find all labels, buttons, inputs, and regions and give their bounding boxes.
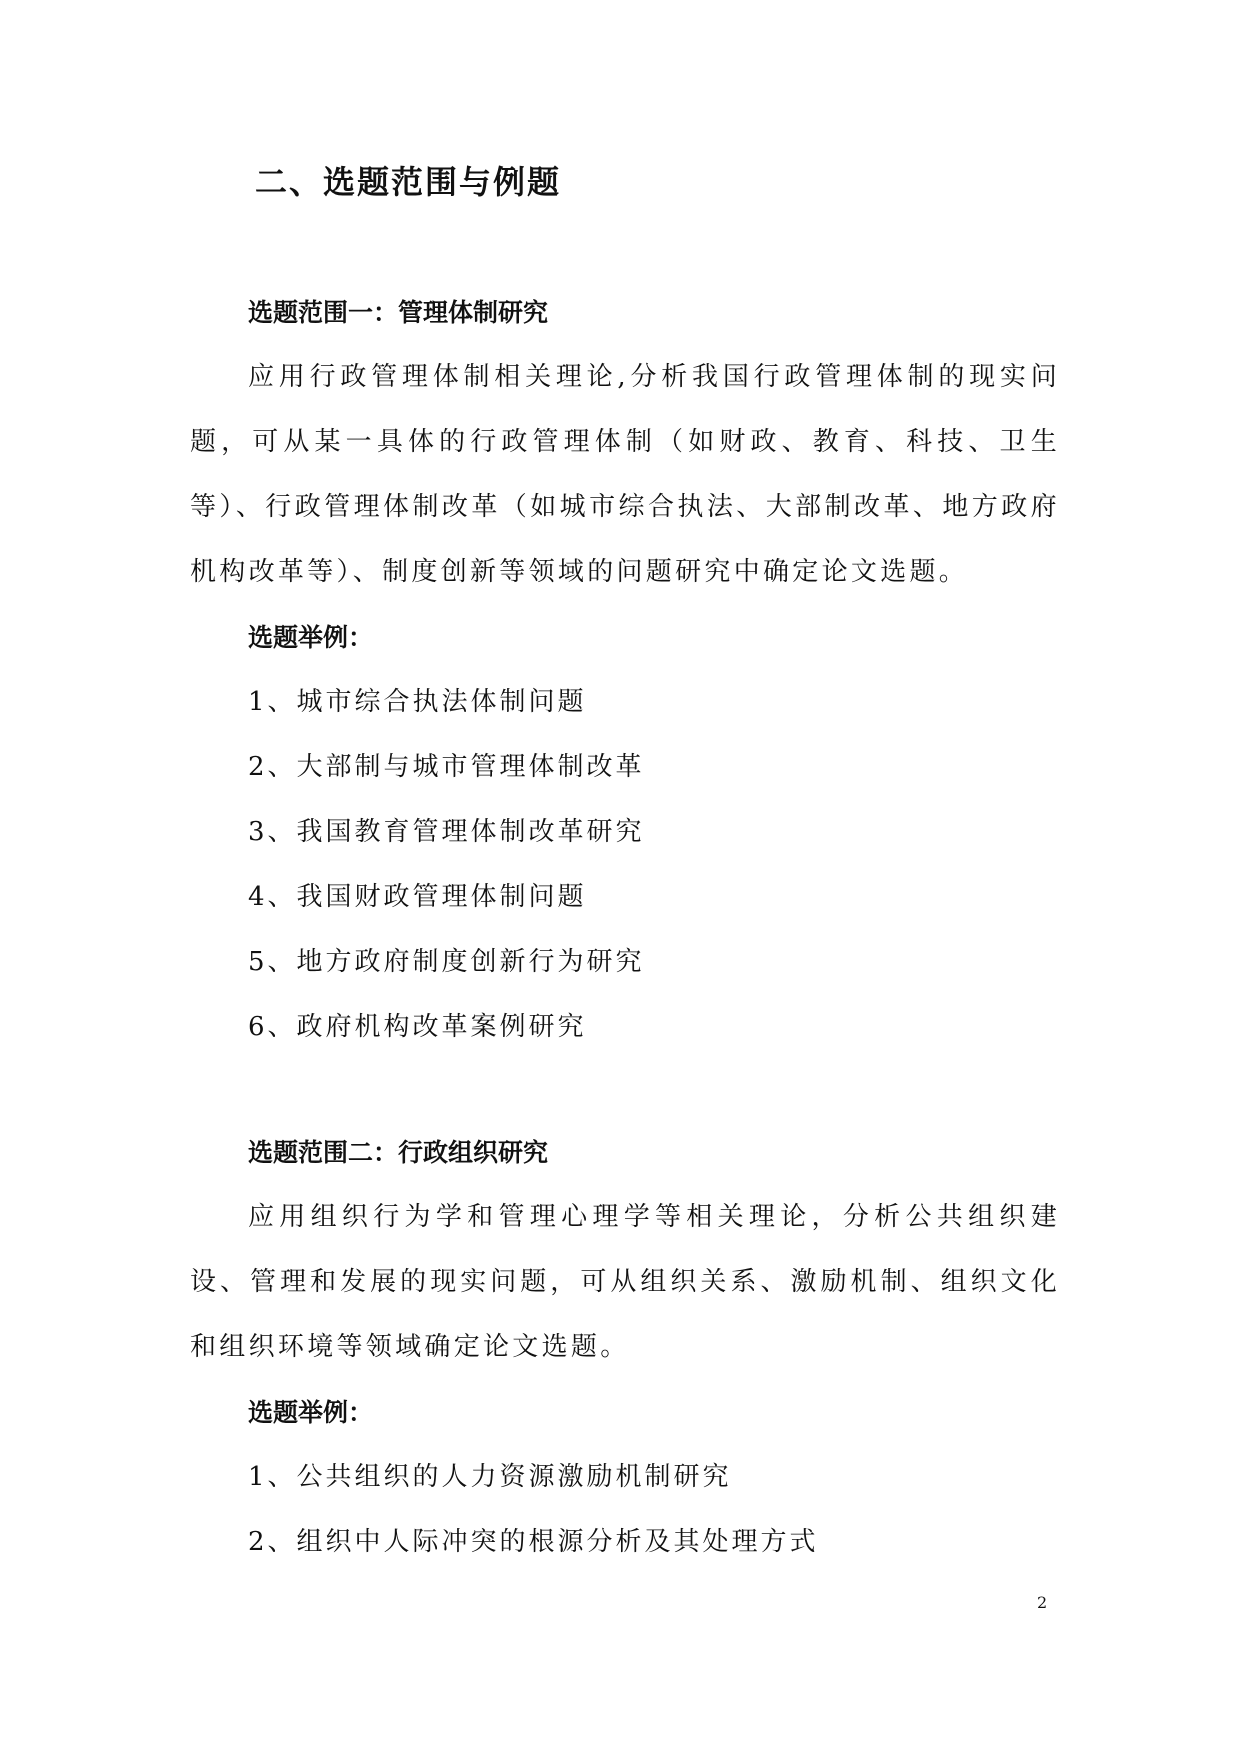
example-list [190,670,1060,1060]
example-item: 5、地方政府制度创新行为研究 [248,947,645,977]
page-number: 2 [1037,1593,1048,1612]
example-item: 6、政府机构改革案例研究 [248,1012,587,1042]
example-item: 1、公共组织的人力资源激励机制研究 [248,1462,732,1492]
examples-label: 选题举例： [248,623,374,652]
scope-paragraph: 应用组织行为学和管理心理学等相关理论，分析公共组织建设、管理和发展的现实问题，可从组织关系、激励机制、组织文化和组织环境等领域确定论文选题。 [190,1202,1060,1362]
scope-block-1 [190,280,1060,1060]
scope-heading: 选题范围二：行政组织研究 [248,1138,549,1167]
example-item: 2、组织中人际冲突的根源分析及其处理方式 [248,1527,819,1557]
examples-label: 选题举例： [248,1398,374,1427]
example-item: 2、大部制与城市管理体制改革 [248,752,645,782]
scope-heading: 选题范围一：管理体制研究 [248,298,549,327]
scope-block-2 [190,1120,1060,1575]
example-list [190,1445,1060,1575]
example-item: 1、城市综合执法体制问题 [248,687,587,717]
example-item: 4、我国财政管理体制问题 [248,882,587,912]
scope-paragraph: 应用行政管理体制相关理论,分析我国行政管理体制的现实问题，可从某一具体的行政管理体制（如财政、教育、科技、卫生等）、行政管理体制改革（如城市综合执法、大部制改革、地方政府机构改革等）、制度创新等领域的问题研究中确定论文选题。 [190,362,1060,587]
section-title: 二、选题范围与例题 [255,163,562,201]
example-item: 3、我国教育管理体制改革研究 [248,817,645,847]
